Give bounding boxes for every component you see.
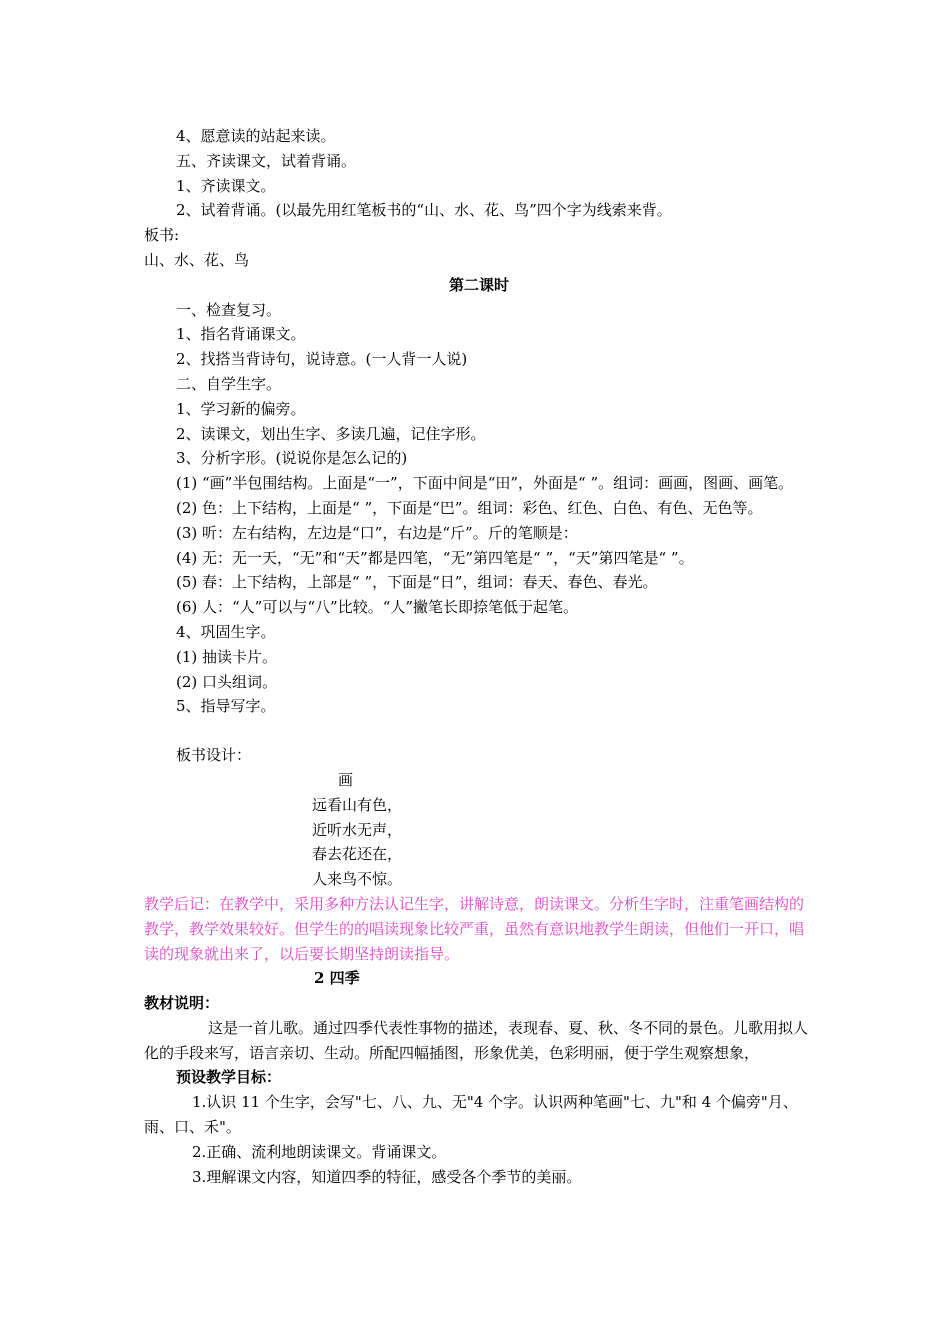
board-label: 板书: <box>144 226 180 245</box>
text-line: (2) 口头组词。 <box>176 672 278 691</box>
poem-title: 画 <box>338 770 354 789</box>
material-text: 这是一首儿歌。通过四季代表性事物的描述，表现春、夏、秋、冬不同的景色。儿歌用拟人化的手段来写，语言亲切、生动。所配四幅插图，形象优美，色彩明丽，便于学生观察想象， <box>144 1018 809 1062</box>
text-line: (4) 无：无一天，“无”和“天”都是四笔，“无”第四笔是“ ”，“天”第四笔是“ ”。 <box>176 548 694 567</box>
lesson2-title: 第二课时 <box>448 275 509 294</box>
poem-line: 近听水无声， <box>312 820 403 839</box>
poem-line: 远看山有色， <box>312 795 403 814</box>
text-line: (5) 春：上下结构，上部是“ ”，下面是“日”，组词：春天、春色、春光。 <box>176 573 658 592</box>
text-line: (6) 人：“人”可以与“八”比较。“人”撇笔长即捺笔低于起笔。 <box>176 598 579 617</box>
text-line: (3) 听：左右结构，左边是“口”，右边是“斤”。斤的笔顺是： <box>176 523 578 542</box>
text-line: (2) 色：上下结构，上面是“ ”，下面是“巴”。组词：彩色、红色、白色、有色、无色等。 <box>176 498 763 517</box>
text-line: (1) 抽读卡片。 <box>176 647 278 666</box>
analysis-paragraph: (1) “画”半包围结构。上面是“一”，下面中间是“田”，外面是“ ”。组词：画画，图画、画笔。 <box>176 474 794 493</box>
text-line: 2、试着背诵。(以最先用红笔板书的“山、水、花、鸟”四个字为线索来背。 <box>176 201 672 220</box>
text-line: 4、巩固生字。 <box>176 622 276 641</box>
poem-line: 春去花还在， <box>312 845 403 864</box>
spacer <box>144 719 814 743</box>
text-line: 2、读课文，划出生字、多读几遍，记住字形。 <box>176 424 486 443</box>
document-page <box>144 124 814 1189</box>
goal-item: 3.理解课文内容，知道四季的特征，感受各个季节的美丽。 <box>192 1167 582 1186</box>
goal-item: 1.认识 11 个生字，会写"七、八、九、无"4 个字。认识两种笔画"七、九"和 4 个偏旁"月、雨、口、禾"。 <box>144 1093 798 1137</box>
material-label: 教材说明： <box>144 994 220 1013</box>
text-line: 1、指名背诵课文。 <box>176 325 306 344</box>
text-line: 1、学习新的偏旁。 <box>176 399 306 418</box>
text-line: 2、找搭当背诗句，说诗意。(一人背一人说) <box>176 350 468 369</box>
text-line: 二、自学生字。 <box>176 374 282 393</box>
text-line: 4、愿意读的站起来读。 <box>176 127 336 145</box>
board-design-label: 板书设计： <box>176 746 252 765</box>
text-line: 5、指导写字。 <box>176 697 276 716</box>
goal-item: 2.正确、流利地朗读课文。背诵课文。 <box>192 1142 447 1161</box>
teaching-reflection: 教学后记：在教学中，采用多种方法认记生字，讲解诗意，朗读课文。分析生字时，注重笔画结构的教学，教学效果较好。但学生的的唱读现象比较严重，虽然有意识地教学生朗读，但他们一开口，唱读的现象就出来了，以后要长期坚持朗读指导。 <box>144 894 805 963</box>
text-line: 1、齐读课文。 <box>176 176 276 195</box>
goals-label: 预设教学目标： <box>176 1068 282 1087</box>
poem-line: 人来鸟不惊。 <box>312 870 403 889</box>
lesson-title: 2 四季 <box>314 969 360 988</box>
text-line: 3、分析字形。(说说你是怎么记的) <box>176 449 408 468</box>
board-words: 山、水、花、鸟 <box>144 250 250 269</box>
text-line: 一、检查复习。 <box>176 300 282 319</box>
text-line: 五、齐读课文，试着背诵。 <box>176 151 357 170</box>
